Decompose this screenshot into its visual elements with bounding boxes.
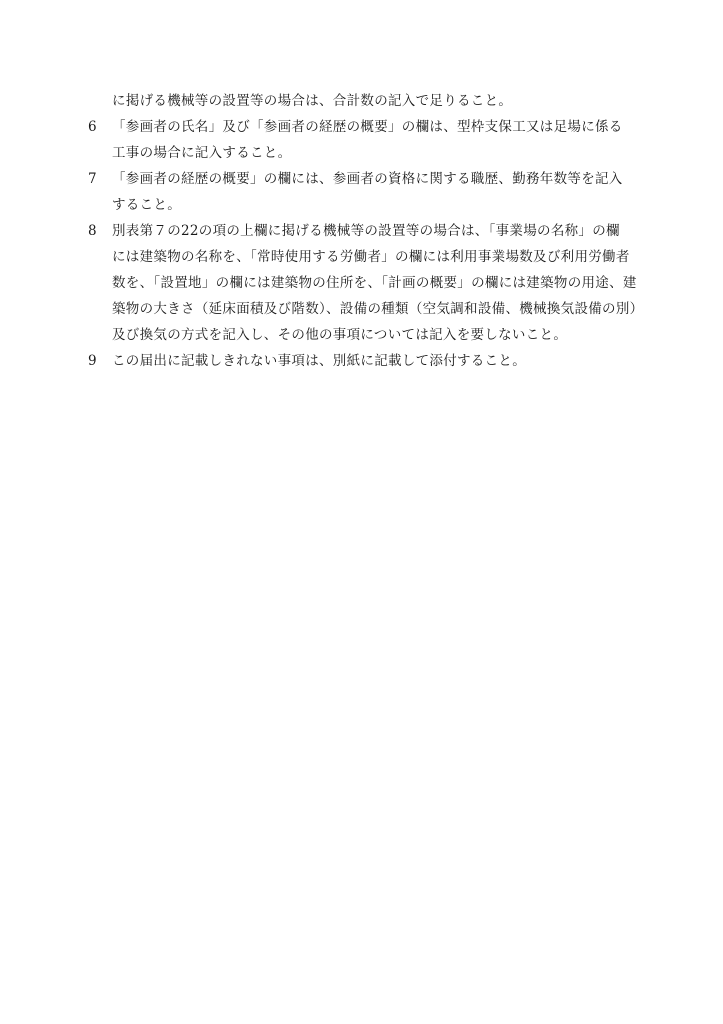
note-line: すること。 <box>112 197 181 213</box>
notes-list <box>88 88 668 374</box>
note-first-line <box>88 114 668 140</box>
note-item-8 <box>88 218 668 348</box>
note-number: 7 <box>88 171 97 187</box>
note-item-continued <box>88 88 668 114</box>
note-number: 6 <box>88 119 97 135</box>
note-line: 「参画者の氏名」及び「参画者の経歴の概要」の欄は、型枠支保工又は足場に係る <box>112 119 623 135</box>
note-item-6 <box>88 114 668 166</box>
note-line: この届出に記載しきれない事項は、別紙に記載して添付すること。 <box>112 353 526 369</box>
note-line: に掲げる機械等の設置等の場合は、合計数の記入で足りること。 <box>112 93 513 109</box>
note-line: 築物の大きさ（延床面積及び階数）、設備の種類（空気調和設備、機械換気設備の別） <box>112 301 644 317</box>
note-line: 別表第７の22の項の上欄に掲げる機械等の設置等の場合は、「事業場の名称」の欄 <box>112 223 620 239</box>
note-first-line <box>88 166 668 192</box>
note-number: 9 <box>88 353 97 369</box>
note-line: 及び換気の方式を記入し、その他の事項については記入を要しないこと。 <box>112 327 568 343</box>
note-line: 数を、「設置地」の欄には建築物の住所を、「計画の概要」の欄には建築物の用途、建 <box>112 275 637 291</box>
note-line: には建築物の名称を、「常時使用する労働者」の欄には利用事業場数及び利用労働者 <box>112 249 630 265</box>
note-line: 「参画者の経歴の概要」の欄には、参画者の資格に関する職歴、勤務年数等を記入 <box>112 171 623 187</box>
note-number: 8 <box>88 223 97 239</box>
note-first-line <box>88 218 668 244</box>
note-item-7 <box>88 166 668 218</box>
note-item-9 <box>88 348 668 374</box>
note-line: 工事の場合に記入すること。 <box>112 145 292 161</box>
note-first-line <box>88 348 668 374</box>
